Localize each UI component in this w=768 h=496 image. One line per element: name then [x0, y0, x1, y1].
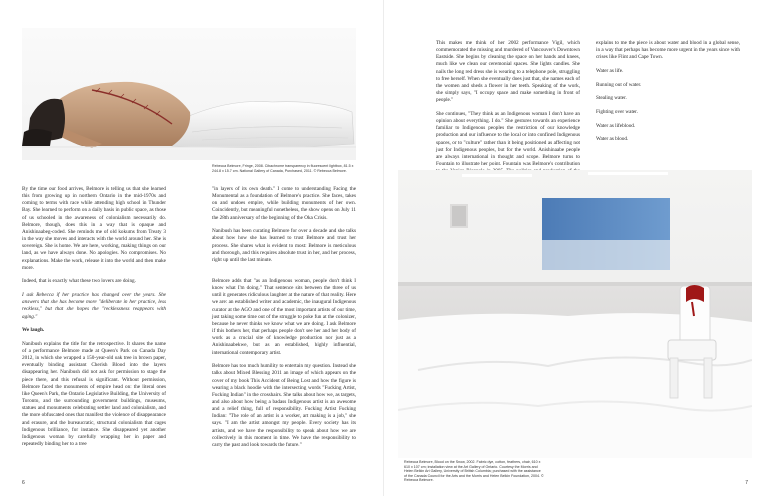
- paragraph: Belmore adds that "as an Indigenous woman, people don't think I know what I'm doing." That sentence sits between the three of us until it generates ridiculous laughter at the nature of that reality. Here we are: an established writer and academic, the inaugural Indigenous curator at the AGO and one of the most important artists of our time, just taking some time out of the struggle to poke fun at the colonizer, because he never thinks we know what we are doing. I ask Belmore if this bothers her, that perhaps people don't see her and her body of work as a crucial site of knowledge production nor just as a Anishinaabekwe, but as an established, highly influential, international contemporary artist.: [212, 278, 356, 356]
- fringe-caption: Rebecca Belmore, Fringe, 2008. Cibachrome transparency in fluorescent lightbox, 81.5 x 244.8 x 15.7 cm. National Gallery of Canada, Purchased, 2011. © Rebecca Belmore.: [212, 164, 354, 173]
- water-line: Fighting over water.: [596, 108, 638, 115]
- paragraph: Indeed, that is exactly what these two lovers are doing.: [22, 278, 136, 285]
- page-number: 7: [745, 480, 748, 486]
- right-page: [384, 0, 768, 496]
- right-column-1: [436, 40, 580, 166]
- water-line: Running out of water.: [596, 81, 642, 88]
- water-line: Water as lifeblood.: [596, 122, 636, 129]
- right-column-2: [596, 40, 740, 166]
- installation-photograph: [398, 170, 752, 458]
- paragraph: We laugh.: [22, 327, 45, 334]
- installation-caption: Rebecca Belmore, Blood on the Snow, 2002. Fabric dye, cotton, feathers, chair, 610 x 610 x 107 cm; installation view at the Art Gallery of Ontario. Courtesy the Morris and Helen Belkin Art Gallery, University of British Columbia; purchased with the assistance of the Canada Council for the Arts and the Morris and Helen Belkin Foundation, 2004. © Rebecca Belmore.: [404, 460, 544, 483]
- page-number: 6: [22, 480, 25, 486]
- paragraph: Belmore has too much humility to entertain my question. Instead she talks about Mixed Blessing 2011 an image of which appears on the cover of my book This Accident of Being Lost and how the figure is wearing a black hoodie with the intersecting words "Fucking Artist, Fucking Indian" in the crosshairs. She talks about how we, as targets, and also about how being a badass Indigenous artist is an awesome and a relief thing, full of responsibility. Fucking Artist Fucking Indian: "The role of an artist is a worker, art making is a job," she says. "I am the artist amongst my people. Every society has its artists, and we have the responsibility to speak about how we are collectively in this moment in time. We have the responsibility to carry the past and look towards the future.": [212, 363, 356, 448]
- paragraph: "in layers of its own death." I come to understanding Facing the Monumental as a foundation of Belmore's practice. She faces, takes on and undoes empire, while building monuments of her own. Coincidently, but meaningful nonetheless, the show opens on July 11 the 28th anniversary of the beginning of the Oka Crisis.: [212, 186, 356, 221]
- paragraph: By the time our food arrives, Belmore is telling us that she learned this from growing up in northern Ontario in the mid-1970s and coming to terms with race while attending high school in Thunder Bay. She learned to perform on a daily basis in public space, as those of us schooled in the awareness of colonialism necessarily do. Belmore, though, does this in a way that is opaque and Anishinaabeg-coded. She reminds me of old kokums from Treaty 3 in the way she moves and interacts with the world around her. She is sovereign. She is home. We are here, working, making things on our land, as we have always done. No apologies. No compromises. No explanations. Make the work, release it into the world and then make more.: [22, 186, 166, 271]
- fringe-photograph: [22, 28, 356, 160]
- gallery-installation-image: [398, 170, 752, 458]
- paragraph: Nanibush explains the title for the retrospective. It shares the name of a performance Belmore made at Queen's Park on Canada Day 2012, in which she wrapped a 150-year-old oak tree in brown paper, eventually binding assistant Cherish Blood into the layers disappearing her. Nanibush did not ask for permission to stage the piece there, and this refusal is significant. Without permission, Belmore faced the monuments of empire head on: the literal ones like Queen's Park, the Ontario Legislative Building, the University of Toronto, and the surrounding government buildings, museums, statues and monuments celebrating settler land and colonialism, and the more obfuscated ones that manifest the violence of disappearance and erasure, and the bureaucratic, structural colonialism that cages Indigenous brilliance, for instance. She disappeared yet another Indigenous woman by carefully wrapping her in paper and repeatedly binding her to a tree: [22, 340, 166, 447]
- reclining-figure-image: [22, 28, 356, 160]
- left-column-1: [22, 186, 166, 486]
- paragraph: Nanibush has been curating Belmore for over a decade and she talks about how how she has learned to trust Belmore and trust her process. She shares what is evident to most: Belmore is meticulous and thorough, and this requires absolute trust in her, and her process, right up until the last minute.: [212, 228, 356, 263]
- left-column-2a: [212, 186, 356, 276]
- water-line: Water as life.: [596, 67, 624, 74]
- left-column-2b: [212, 278, 356, 478]
- water-line: Stealing water.: [596, 95, 627, 102]
- paragraph: She continues, "They think as an Indigenous woman I don't have an opinion about everything. I do." She gestures towards an experience familiar to Indigenous peoples the restriction of our knowledge production and our influence to the local or into confined Indigenous spaces, or to "culture" rather than it being positioned as affecting not just for Indigenous peoples, but for the world. Anishinaabe people are always international in thought and scope. Belmore turns to Fountain to illustrate her point. Fountain was Belmore's contribution: [436, 110, 580, 167]
- paragraph: This makes me think of her 2002 performance Vigil, which commemorated the missing and murdered of Vancouver's Downtown Eastside. She begins by cleaning the space on her hands and knees, much like we clean our ceremonial spaces. She lights candles. She nails the long red dress she is wearing to a telephone pole, struggling to free herself. When she eventually does just that, she names each of the women and sheds a flower in her teeth. Speaking of the work, she simply says, "I occupy space and make something in front of people.": [436, 40, 580, 104]
- paragraph: I ask Rebecca if her practice has changed over the years. She answers that she has become more "deliberate in her practice, less reckless," but that she hopes the "recklessness reappears with aging.": [22, 292, 166, 320]
- water-line: Water as blood.: [596, 136, 629, 143]
- paragraph: explains to me the piece is about water and blood in a global sense, in a way that perhaps has become more urgent in the years since with crises like Flint and Cape Town.: [596, 40, 740, 61]
